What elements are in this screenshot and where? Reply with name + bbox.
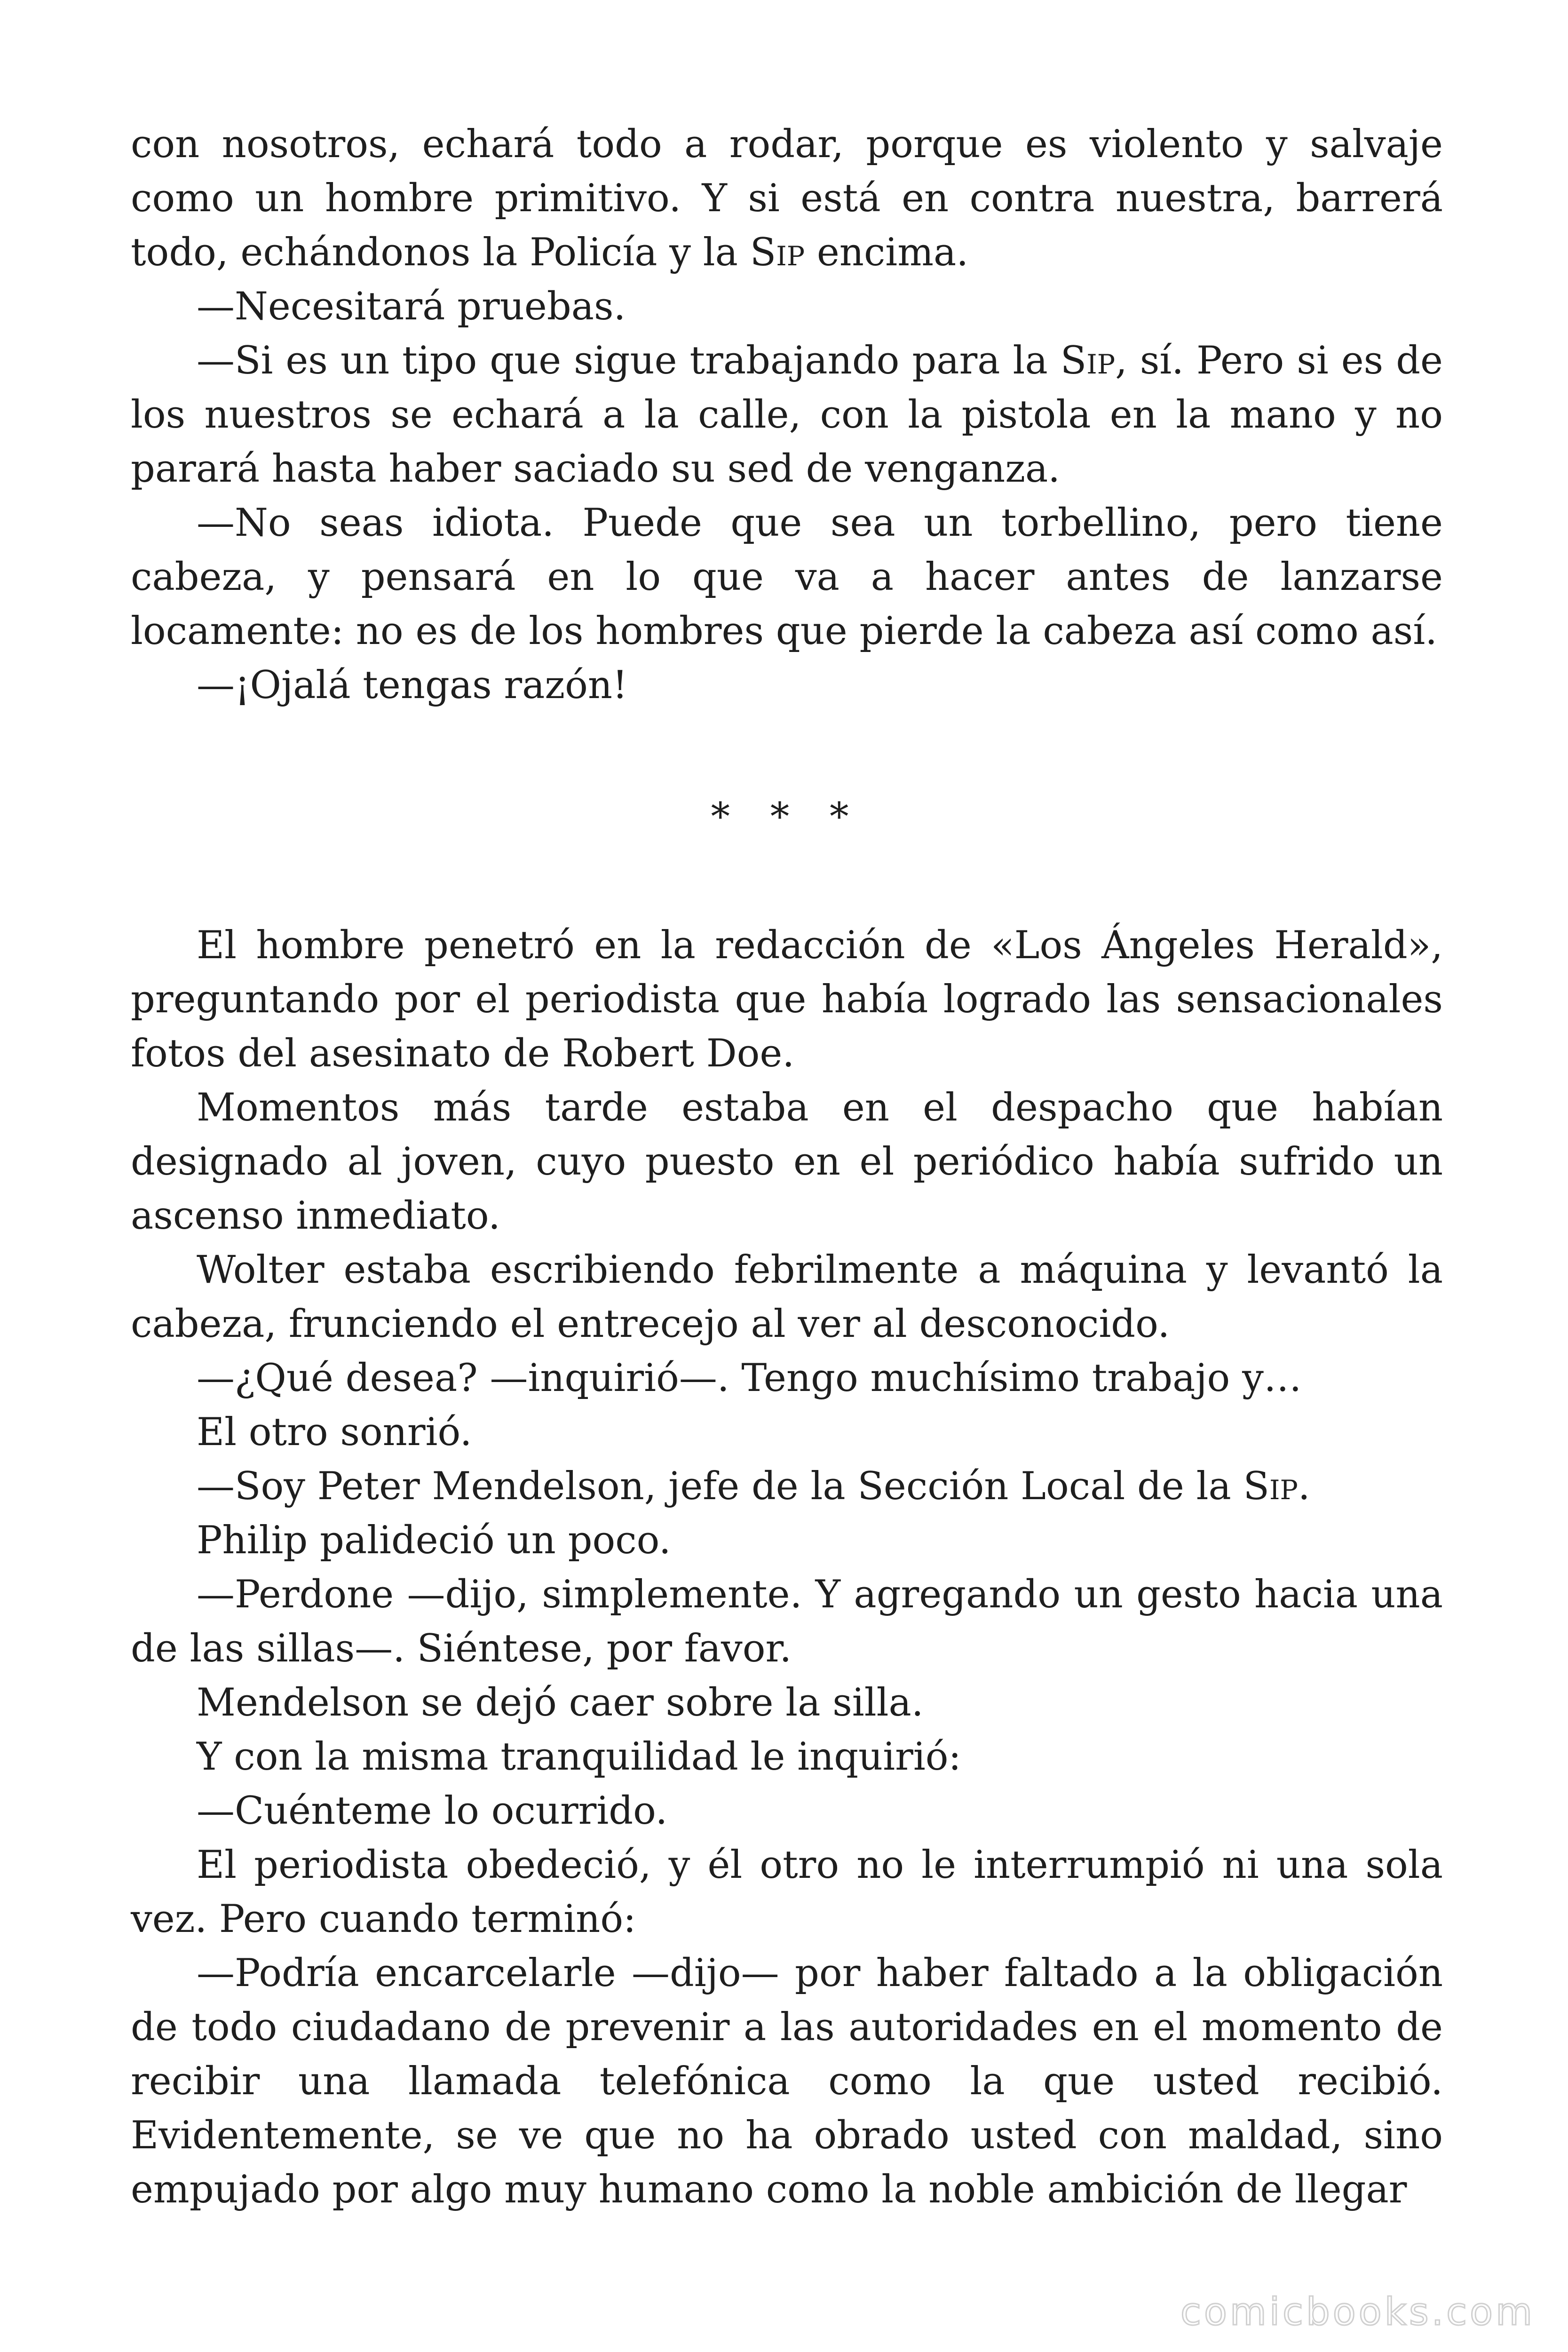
watermark: comicbooks.com [1180, 2290, 1535, 2334]
paragraph: Y con la misma tranquilidad le inquirió: [197, 1735, 961, 1779]
paragraph: —Necesitará pruebas. [197, 285, 626, 329]
paragraph: —No seas idiota. Puede que sea un torbellino, pero tiene cabeza, y pensará en lo que va a hacer antes de lanzarse locamente: no es de los hombres que pierde la cabeza así como así. [131, 501, 1443, 653]
paragraph: El hombre penetró en la redacción de «Los Ángeles Herald», preguntando por el periodista que había logrado las sensacionales fotos del asesinato de Robert Doe. [131, 923, 1443, 1076]
paragraph: Wolter estaba escribiendo febrilmente a máquina y levantó la cabeza, frunciendo el entrecejo al ver al desconocido. [131, 1248, 1443, 1346]
paragraph: —Soy Peter Mendelson, jefe de la Sección Local de la Sip. [197, 1464, 1310, 1509]
paragraph: —¡Ojalá tengas razón! [197, 663, 628, 707]
paragraph: —Si es un tipo que sigue trabajando para la Sip, sí. Pero si es de los nuestros se echará a la calle, con la pistola en la mano y no parará hasta haber saciado su sed de venganza. [131, 339, 1443, 491]
paragraph: Momentos más tarde estaba en el despacho que habían designado al joven, cuyo puesto en el periódico había sufrido un ascenso inmediato. [131, 1086, 1443, 1238]
paragraph: —Perdone —dijo, simplemente. Y agregando un gesto hacia una de las sillas—. Siéntese, por favor. [131, 1573, 1443, 1671]
paragraph: El otro sonrió. [197, 1410, 472, 1454]
paragraph: Mendelson se dejó caer sobre la silla. [197, 1681, 924, 1725]
paragraph: —Podría encarcelarle —dijo— por haber faltado a la obligación de todo ciudadano de prevenir a las autoridades en el momento de recibir una llamada telefónica como la que usted recibió. Evidentemente, se ve que no ha obrado usted con maldad, sino empujado por algo muy humano como la noble ambición de llegar [131, 1951, 1443, 2212]
paragraph: El periodista obedeció, y él otro no le interrumpió ni una sola vez. Pero cuando terminó: [131, 1843, 1443, 1941]
paragraph: —¿Qué desea? —inquirió—. Tengo muchísimo trabajo y… [197, 1356, 1302, 1400]
section-separator: * * * [711, 795, 863, 839]
paragraph: —Cuénteme lo ocurrido. [197, 1789, 668, 1833]
paragraph: Philip palideció un poco. [197, 1518, 671, 1563]
paragraph: con nosotros, echará todo a rodar, porque es violento y salvaje como un hombre primitivo. Y si está en contra nuestra, barrerá todo, echándonos la Policía y la Sip encima. [131, 122, 1443, 275]
page-body [131, 118, 1443, 2217]
